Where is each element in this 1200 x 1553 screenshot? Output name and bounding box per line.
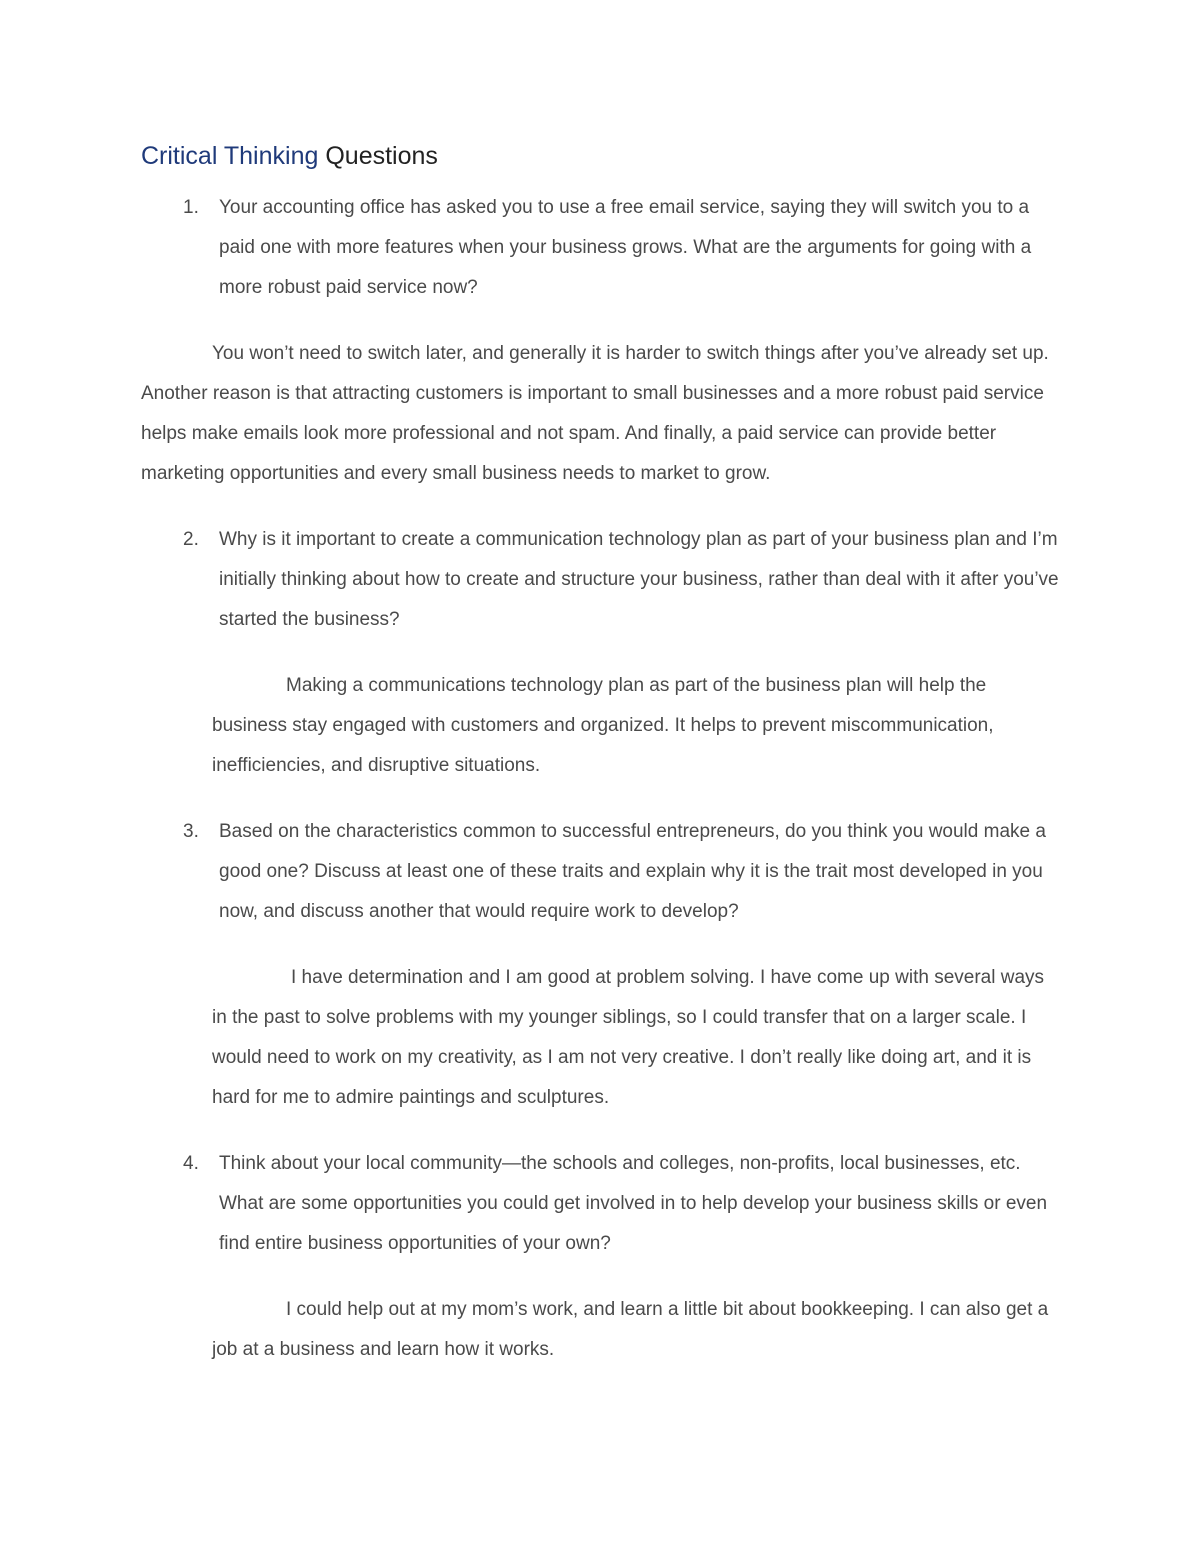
answer-1: You won’t need to switch later, and generally it is harder to switch things after you’ve already set up. Another reason is that attracting customers is important to small businesses and a more robust paid service helps make emails look more professional and not spam. And finally, a paid service can provide better marketing opportunities and every small business needs to market to grow.: [141, 343, 1049, 484]
answer-2: Making a communications technology plan as part of the business plan will help the business stay engaged with customers and organized. It helps to prevent miscommunication, inefficiencies, and disruptive situations.: [212, 675, 994, 776]
question-1: [183, 188, 1083, 308]
question-number: 3.: [183, 821, 199, 842]
question-text: Based on the characteristics common to successful entrepreneurs, do you think you would make a good one? Discuss at least one of these traits and explain why it is the trait most developed in you now, and discuss another that would require work to develop?: [219, 821, 1046, 922]
title-rest: Questions: [325, 142, 438, 170]
question-number: 4.: [183, 1153, 199, 1174]
answer-4: I could help out at my mom’s work, and learn a little bit about bookkeeping. I can also get a job at a business and learn how it works.: [212, 1299, 1049, 1360]
question-number: 1.: [183, 197, 199, 218]
question-text: Why is it important to create a communication technology plan as part of your business plan and I’m initially thinking about how to create and structure your business, rather than deal with it after you’ve started the business?: [219, 529, 1059, 630]
question-text: Think about your local community—the schools and colleges, non-profits, local businesses, etc. What are some opportunities you could get involved in to help develop your business skills or even find entire business opportunities of your own?: [219, 1153, 1048, 1254]
title-accent: Critical Thinking: [141, 142, 319, 170]
question-text: Your accounting office has asked you to use a free email service, saying they will switch you to a paid one with more features when your business grows. What are the arguments for going with a more robust paid service now?: [219, 197, 1032, 298]
answer-3: I have determination and I am good at problem solving. I have come up with several ways in the past to solve problems with my younger siblings, so I could transfer that on a larger scale. I would need to work on my creativity, as I am not very creative. I don’t really like doing art, and it is hard for me to admire paintings and sculptures.: [212, 967, 1045, 1108]
question-4: [183, 1144, 1083, 1264]
question-3: [183, 812, 1083, 932]
question-2: [183, 520, 1083, 640]
page-title: [141, 140, 438, 172]
question-number: 2.: [183, 529, 199, 550]
